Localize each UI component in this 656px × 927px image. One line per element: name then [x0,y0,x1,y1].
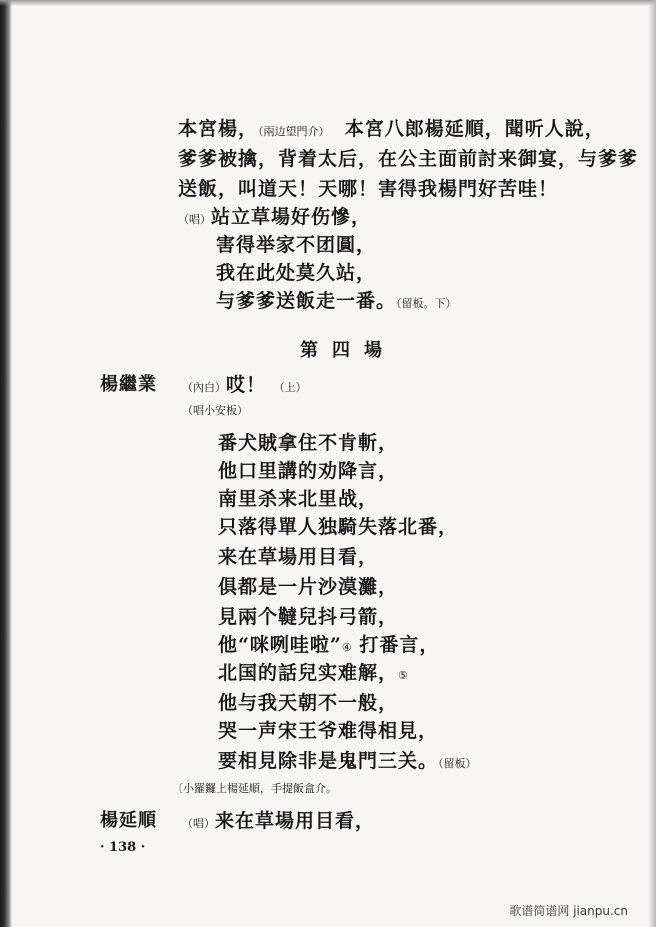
verse-line [218,630,439,657]
verse: 要相見除非是鬼門三关。 [218,750,439,772]
text: 哎！ [226,374,267,396]
stage-note: （留板） [438,757,477,770]
verse: 我在此处莫久站， [216,262,377,284]
page-number: · 138 · [100,840,146,855]
footnote-mark: ⑤ [398,669,408,682]
text: 本宮八郎楊延順，聞听人說， [344,118,605,140]
verse: 北国的話兒实难解， [218,662,399,684]
speaker-intro [182,370,307,397]
page-binding-edge [0,0,12,927]
watermark: 歌谱简谱网 jianpu.cn [509,904,628,918]
text-line-5 [216,230,376,257]
verse-line: 只落得單人独騎失落北番， [218,516,459,538]
speaker-name: 楊延順 [100,810,157,831]
verse-line: 見兩个韃兒抖弓箭， [218,606,399,628]
verse-line: 俱都是一片沙漠灘， [218,576,399,598]
sing-cue: （唱） [182,817,215,830]
text: 爹爹被擒，背着太后，在公主面前討来御宴，与爹爹 [178,148,639,170]
speaker-name: 楊繼業 [100,374,157,395]
footnote-mark: ④ [341,641,352,654]
verse-line [218,746,477,773]
verse-line: 番犬賊拿住不肯斬， [218,432,399,454]
verse: 他“咪咧哇啦” [218,634,342,656]
page-top-edge [0,0,656,6]
text-line-1 [178,114,605,141]
text-line-3 [178,174,558,201]
stage-note: （留板。下） [396,297,457,310]
verse-line: 南里杀来北里战， [218,488,379,510]
text-line-6 [216,258,376,285]
verse: 与爹爹送飯走一番。 [216,290,397,312]
verse-line: 他口里講的劝降言， [218,460,399,482]
verse: 来在草場用目看， [215,810,376,832]
verse-line: 哭一声宋王爷难得相見， [218,720,439,742]
stage-note: （內白） [182,381,226,394]
text-line-2 [178,144,638,171]
verse-line: 来在草場用目看， [218,546,379,568]
verse: 站立草場好伤慘， [211,206,372,228]
stage-note: （兩边望門介） [258,125,330,138]
verse: 害得举家不团圓， [216,234,377,256]
text-line-7 [216,286,457,313]
verse-line [218,658,408,685]
scene-heading: 第四場 [300,340,396,361]
text: 送飯，叫道天！天哪！害得我楊門好苦哇！ [178,178,559,200]
stage-note: （上） [273,381,307,394]
sing-cue: （唱） [178,213,211,226]
verse-line: 他与我天朝不一般， [218,692,399,714]
speaker-line [182,806,375,833]
verse: 打番言， [359,634,440,656]
page-right-edge [648,0,656,927]
singing-cue: （唱小安板） [182,404,248,417]
text: 本宮楊， [178,118,259,140]
text-line-4 [178,202,371,229]
stage-direction: 〔小羅鑼上楊延順，手提飯盒介。 [172,782,337,795]
